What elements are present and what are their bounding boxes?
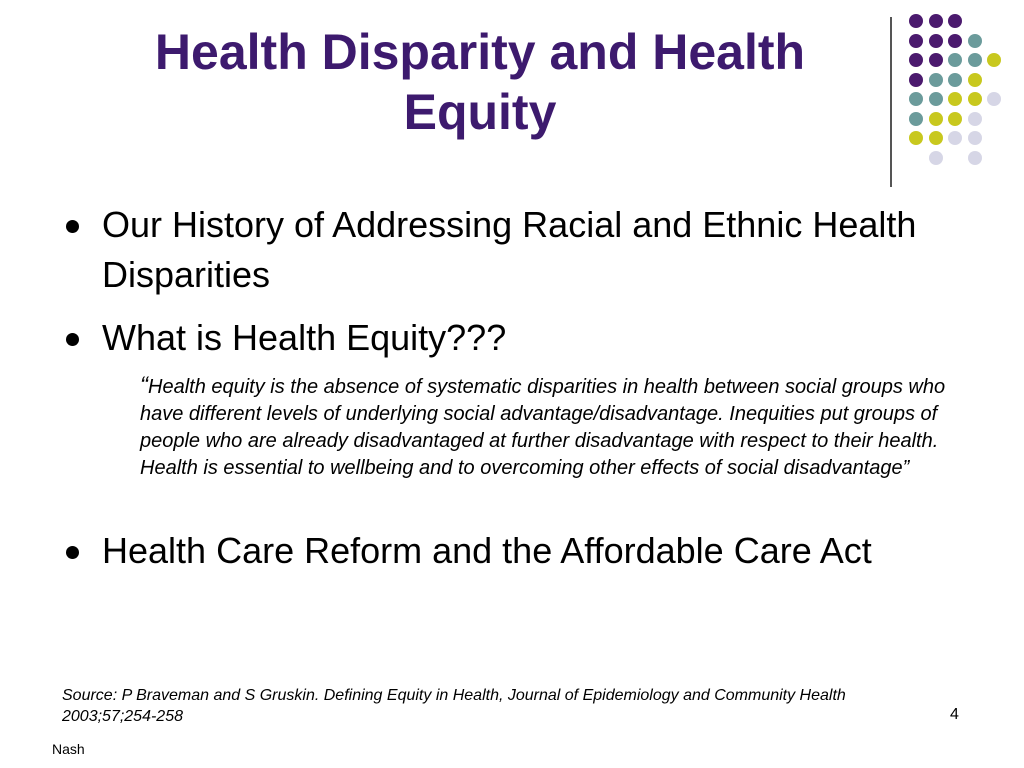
bullet-item [60,313,1002,363]
health-equity-quote [140,372,960,482]
slide-title: Health Disparity and Health Equity [154,24,806,140]
quote-text: Health equity is the absence of systematic disparities in health between social groups who have different levels of underlying social advantage/disadvantage. Inequities put groups of people who are already disadvantaged at further disadvantage with respect to their health. Health is essential to wellbeing and to overcoming other effects of social disadvantage” [140,376,946,479]
decorative-dot [987,53,1001,67]
decorative-dot [929,112,943,126]
decorative-dot [909,112,923,126]
bullet-dot-icon [66,333,79,346]
decorative-dot [948,73,962,87]
author-footer: Nash [52,741,85,757]
bullet-dot-icon [66,220,79,233]
decorative-dot [948,131,962,145]
decorative-dot [929,14,943,28]
bullet-text: Our History of Addressing Racial and Ethnic Health Disparities [102,204,917,295]
decorative-dot [929,34,943,48]
decorative-dot [968,151,982,165]
quote-open-mark: “ [140,372,148,399]
decorative-dot [968,131,982,145]
decorative-dot [948,53,962,67]
decorative-dot [987,92,1001,106]
decorative-dot [929,131,943,145]
title-divider [890,17,892,187]
decorative-dot [948,92,962,106]
decorative-dot [929,92,943,106]
decorative-dot-grid [909,14,1009,164]
decorative-dot [909,131,923,145]
bullet-dot-icon [66,546,79,559]
decorative-dot [948,14,962,28]
decorative-dot [968,53,982,67]
decorative-dot [968,112,982,126]
decorative-dot [929,73,943,87]
source-citation: Source: P Braveman and S Gruskin. Defining Equity in Health, Journal of Epidemiology and Community Health 2003;57;254-258 [62,687,846,725]
decorative-dot [929,151,943,165]
page-number: 4 [950,706,959,723]
decorative-dot [968,92,982,106]
decorative-dot [909,53,923,67]
decorative-dot [929,53,943,67]
bullet-item [60,200,1002,300]
decorative-dot [909,73,923,87]
decorative-dot [948,34,962,48]
decorative-dot [948,112,962,126]
decorative-dot [909,92,923,106]
bullet-text: Health Care Reform and the Affordable Care Act [102,530,872,571]
decorative-dot [968,73,982,87]
bullet-item [60,526,1002,576]
decorative-dot [909,14,923,28]
decorative-dot [909,34,923,48]
bullet-text: What is Health Equity??? [102,317,507,358]
decorative-dot [968,34,982,48]
